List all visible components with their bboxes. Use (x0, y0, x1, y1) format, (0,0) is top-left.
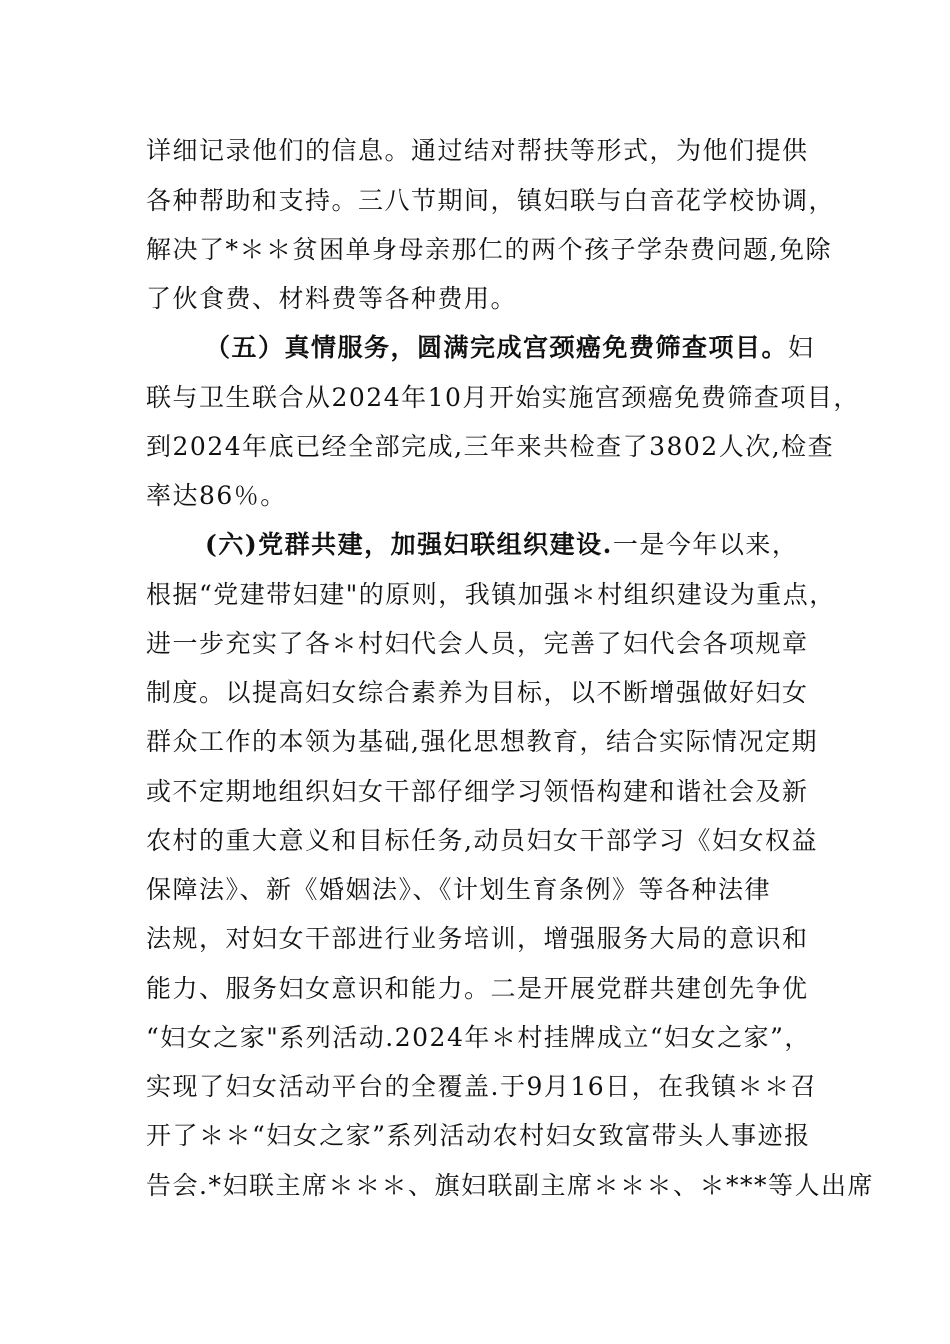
section-5-paragraph-start (205, 332, 815, 364)
body-line: 率达86％。 (146, 481, 287, 510)
section-6-heading: (六)党群共建，加强妇联组织建设. (205, 530, 613, 559)
body-line: 各种帮助和支持。三八节期间，镇妇联与白音花学校协调， (146, 186, 836, 215)
body-line: “妇女之家"系列活动.2024年＊村挂牌成立“妇女之家”， (146, 1023, 811, 1052)
body-line: 法规，对妇女干部进行业务培训，增强服务大局的意识和 (146, 924, 809, 953)
body-line: 告会.*妇联主席＊＊＊、旗妇联副主席＊＊＊、＊***等人出席 (146, 1171, 874, 1200)
section-5-heading: （五）真情服务，圆满完成宫颈癌免费筛查项目。 (205, 333, 789, 362)
body-line: 进一步充实了各＊村妇代会人员，完善了妇代会各项规章 (146, 629, 809, 658)
body-line: 了伙食费、材料费等各种费用。 (146, 284, 518, 313)
body-line: 联与卫生联合从2024年10月开始实施宫颈癌免费筛查项目， (146, 383, 860, 412)
section-5-text: 妇 (788, 333, 815, 362)
body-line: 保障法》、新《婚姻法》、《计划生育条例》等各种法律 (146, 875, 772, 904)
body-line: 详细记录他们的信息。通过结对帮扶等形式，为他们提供 (146, 136, 809, 165)
body-line: 制度。以提高妇女综合素养为目标，以不断增强做好妇女 (146, 678, 809, 707)
body-line: 开了＊＊“妇女之家”系列活动农村妇女致富带头人事迹报 (146, 1121, 811, 1150)
section-6-text: 一是今年以来， (612, 530, 799, 559)
body-line: 到2024年底已经全部完成,三年来共检查了3802人次,检查 (146, 432, 835, 461)
body-line: 根据“党建带妇建"的原则，我镇加强＊村组织建设为重点， (146, 580, 836, 609)
body-line: 群众工作的本领为基础,强化思想教育，结合实际情况定期 (146, 727, 818, 756)
section-6-paragraph-start (205, 529, 810, 561)
body-line: 解决了*＊＊贫困单身母亲那仁的两个孩子学杂费问题,免除 (146, 235, 832, 264)
body-line: 或不定期地组织妇女干部仔细学习领悟构建和谐社会及新 (146, 777, 809, 806)
body-line: 能力、服务妇女意识和能力。二是开展党群共建创先争优 (146, 974, 809, 1003)
body-line: 农村的重大意义和目标任务,动员妇女干部学习《妇女权益 (146, 826, 818, 855)
body-line: 实现了妇女活动平台的全覆盖.于9月16日，在我镇＊＊召 (146, 1072, 818, 1101)
